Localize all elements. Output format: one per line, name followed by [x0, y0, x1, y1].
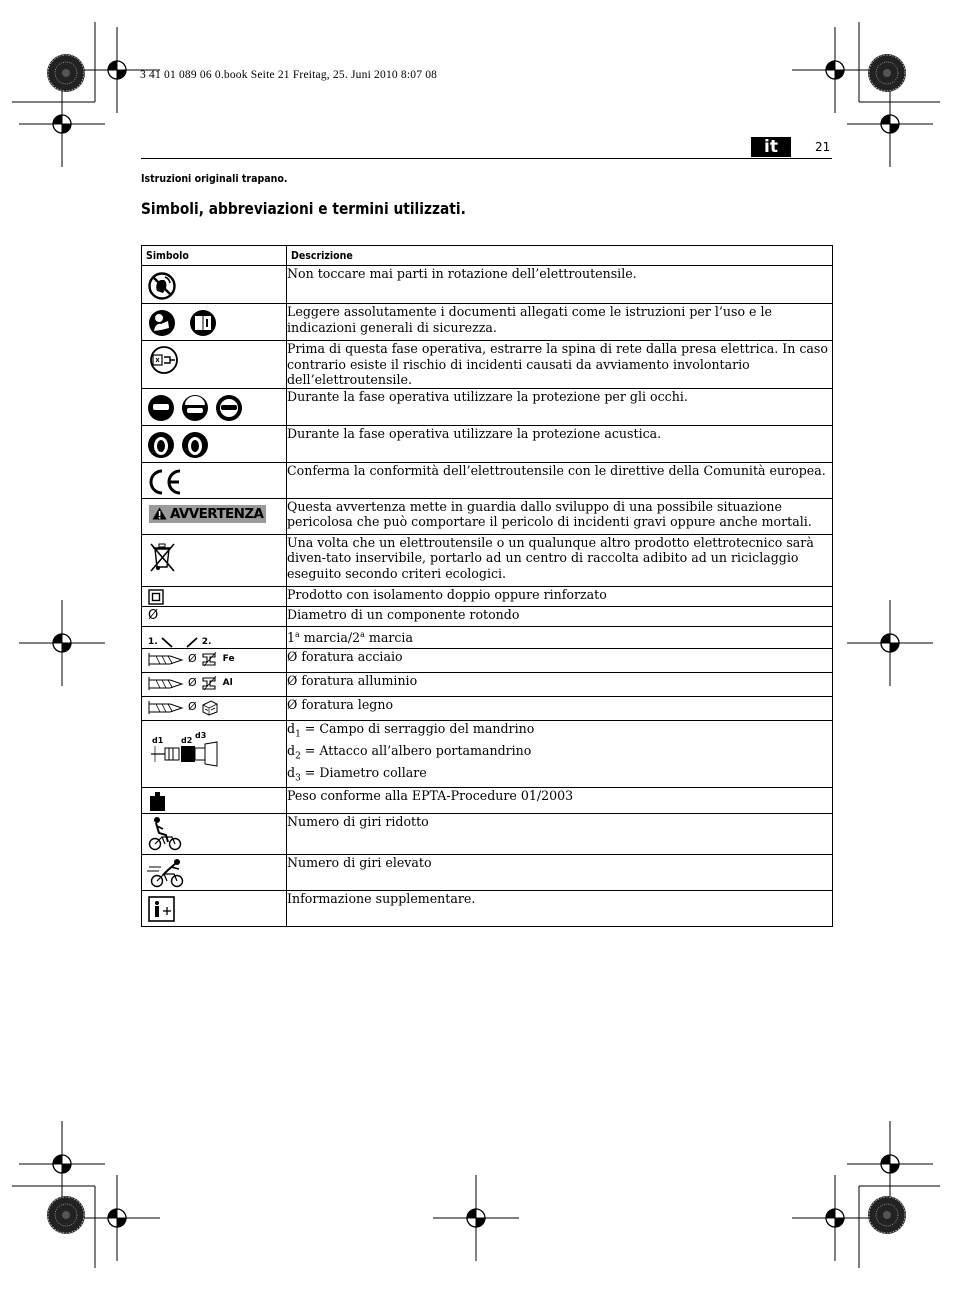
description-cell: Prima di questa fase operativa, estrarre la spina di rete dalla presa elettrica. In caso contrario esiste il rischio di incidenti causati da avviamento involontario dell’elettroutensile.: [287, 341, 833, 389]
description-cell: Numero di giri ridotto: [287, 813, 833, 854]
symbol-cell: [142, 648, 287, 672]
table-row: [142, 890, 833, 926]
table-row: [142, 341, 833, 389]
table-header-row: [142, 246, 833, 266]
description-cell: 1$^a$ marcia/2$^a$ marcia: [287, 626, 833, 648]
file-header: 3 41 01 089 06 0.book Seite 21 Freitag, 25. Juni 2010 8:07 08: [140, 69, 438, 81]
header-rule: [141, 158, 832, 159]
drill-wood-icon: Ø: [148, 698, 219, 716]
diameter-icon: Ø: [148, 607, 159, 623]
table-row: [142, 696, 833, 720]
description-cell: Informazione supplementare.: [287, 890, 833, 926]
table-row: [142, 648, 833, 672]
page-number: 21: [815, 140, 831, 154]
symbol-cell: [142, 341, 287, 389]
d1-label: d1: [152, 735, 164, 745]
drill-steel-icon: Ø Fe: [148, 650, 235, 668]
language-badge: it: [751, 137, 791, 157]
weight-icon: [148, 791, 170, 813]
description-cell: Peso conforme alla EPTA-Procedure 01/2003: [287, 787, 833, 813]
warning-badge-label: AVVERTENZA: [170, 505, 264, 522]
description-cell: Ø foratura acciaio: [287, 648, 833, 672]
table-row: [142, 266, 833, 304]
description-cell: Durante la fase operativa utilizzare la protezione per gli occhi.: [287, 388, 833, 425]
d2-line: $d_2$ = Attacco all’albero portamandrino: [287, 742, 532, 762]
d2-label: d2: [181, 735, 193, 745]
table-row: [142, 672, 833, 696]
description-cell: Una volta che un elettroutensile o un qualunque altro prodotto elettrotecnico sarà diven-tato inservibile, portarlo ad un centro di raccolta adibito ad un riciclaggio eseguito secondo criteri ecologici.: [287, 534, 833, 586]
d3-line: $d_3$ = Diametro collare: [287, 764, 427, 784]
symbol-column-header: Simbolo: [142, 246, 287, 266]
gear-selector-icon: 1. 2.: [148, 636, 212, 647]
chuck-dimensions-icon: [149, 726, 229, 772]
symbol-cell: [142, 534, 287, 586]
d3-label: d3: [195, 730, 207, 740]
symbol-cell: [142, 388, 287, 425]
symbol-cell: [142, 787, 287, 813]
unplug-icon: [147, 343, 187, 377]
table-row: [142, 388, 833, 425]
symbol-cell: [142, 626, 287, 648]
table-row: [142, 425, 833, 462]
symbol-cell: [142, 813, 287, 854]
read-manual-icon: [147, 306, 227, 340]
table-row: [142, 304, 833, 341]
symbol-cell: [142, 720, 287, 787]
symbol-cell: [142, 266, 287, 304]
symbol-cell: [142, 425, 287, 462]
symbol-cell: [142, 890, 287, 926]
d1-line: $d_1$ = Campo di serraggio del mandrino: [287, 720, 535, 740]
description-cell: Leggere assolutamente i documenti allegati come le istruzioni per l’uso e le indicazioni generali di sicurezza.: [287, 304, 833, 341]
symbols-table: [141, 245, 833, 927]
table-row: [142, 462, 833, 498]
ce-mark-icon: [148, 467, 188, 497]
slow-cyclist-icon: [147, 816, 187, 852]
description-cell: Questa avvertenza mette in guardia dallo sviluppo di una possibile situazione pericolosa che può comportare il pericolo di incidenti gravi oppure anche mortali.: [287, 498, 833, 534]
symbol-cell: [142, 606, 287, 626]
fast-cyclist-icon: [147, 857, 191, 889]
description-column-header: Descrizione: [287, 246, 833, 266]
symbol-cell: [142, 672, 287, 696]
table-row: [142, 606, 833, 626]
description-cell: Prodotto con isolamento doppio oppure rinforzato: [287, 586, 833, 606]
description-cell: Non toccare mai parti in rotazione dell’elettroutensile.: [287, 266, 833, 304]
description-cell: Diametro di un componente rotondo: [287, 606, 833, 626]
table-row: [142, 586, 833, 606]
warning-icon: [152, 507, 167, 520]
double-insulation-icon: [148, 588, 168, 606]
document-title: Istruzioni originali trapano.: [141, 172, 288, 185]
symbol-cell: [142, 462, 287, 498]
description-cell: Ø foratura legno: [287, 696, 833, 720]
description-cell: Numero di giri elevato: [287, 854, 833, 890]
eye-protection-icon: [147, 391, 247, 425]
symbol-cell: [142, 696, 287, 720]
info-plus-icon: [148, 896, 178, 924]
warning-badge: [149, 505, 266, 523]
description-cell: Conferma la conformità dell’elettroutensile con le direttive della Comunità europea.: [287, 462, 833, 498]
table-row: [142, 534, 833, 586]
description-cell: [287, 720, 833, 787]
symbol-cell: [142, 498, 287, 534]
table-row: [142, 813, 833, 854]
drill-aluminium-icon: Ø Al: [148, 674, 233, 692]
section-title: Simboli, abbreviazioni e termini utilizzati.: [141, 199, 466, 218]
crossed-bin-icon: [147, 540, 181, 574]
no-touch-rotating-icon: [147, 269, 187, 303]
description-cell: Ø foratura alluminio: [287, 672, 833, 696]
table-row: [142, 854, 833, 890]
table-row: [142, 498, 833, 534]
ear-protection-icon: [147, 428, 217, 462]
symbol-cell: [142, 304, 287, 341]
symbol-cell: [142, 854, 287, 890]
symbol-cell: [142, 586, 287, 606]
table-row: [142, 720, 833, 787]
table-row: [142, 626, 833, 648]
description-cell: Durante la fase operativa utilizzare la protezione acustica.: [287, 425, 833, 462]
table-row: [142, 787, 833, 813]
